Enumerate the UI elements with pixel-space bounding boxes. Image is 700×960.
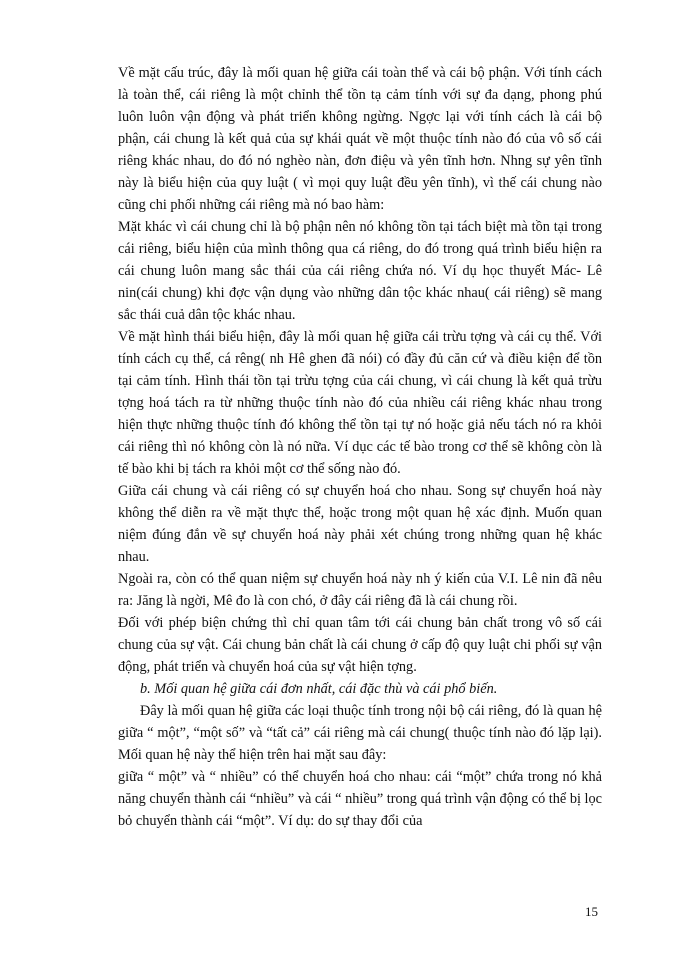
paragraph-general-in-particular: Mặt khác vì cái chung chỉ là bộ phận nên nó không tồn tại tách biệt mà tồn tại trong cái riêng, biểu hiện của mình thông qua cá riêng, do đó trong quá trình biểu hiện ra cái chung luôn mang sắc thái của cái riêng chứa nó. Ví dụ học thuyết Mác- Lê nin(cái chung) khi đợc vận dụng vào những dân tộc khác nhau( cái riêng) sẽ mang sắc thái cuả dân tộc khác nhau. <box>118 219 602 323</box>
page-number: 15 <box>585 904 598 919</box>
paragraph-lenin-example: Ngoài ra, còn có thể quan niệm sự chuyển hoá này nh ý kiến của V.I. Lê nin đã nêu ra: Jăng là ngời, Mê đo là con chó, ở đây cái riêng đã là cái chung rồi. <box>118 571 602 609</box>
section-heading-b: b. Mối quan hệ giữa cái đơn nhất, cái đặc thù và cái phổ biến. <box>140 681 498 697</box>
paragraph-form-of-expression: Về mặt hình thái biểu hiện, đây là mối quan hệ giữa cái trừu tợng và cái cụ thể. Với tính cách cụ thể, cá rêng( nh Hê ghen đã nói) có đầy đủ căn cứ và điều kiện để tồn tại cảm tính. Hình thái tồn tại trừu tợng của cái chung, vì cái chung là kết quả trừu tợng hoá tách ra từ những thuộc tính nào đó của nhiều cái riêng khác nhau trong hiện thực những thuộc tính đó không thể tồn tại tự nó hoặc giả nếu tách nó ra khỏi cái riêng thì nó không còn là nó nữa. Ví dục các tế bào trong cơ thể sẽ không còn là tế bào khi bị tách ra khỏi một cơ thể sống nào đó. <box>118 329 602 477</box>
paragraph-dialectics: Đối với phép biện chứng thì chỉ quan tâm tới cái chung bản chất trong vô số cái chung của sự vật. Cái chung bản chất là cái chung ở cấp độ quy luật chi phối sự vận động, phát triển và chuyển hoá của sự vật hiện tợng. <box>118 615 602 675</box>
paragraph-one-some-all: Đây là mối quan hệ giữa các loại thuộc tính trong nội bộ cái riêng, đó là quan hệ giữa “ một”, “một số” và “tất cả” cái riêng mà cái chung( thuộc tính nào đó lặp lại). Mối quan hệ này thể hiện trên hai mặt sau đây: <box>118 703 602 763</box>
paragraph-structure: Về mặt cấu trúc, đây là mối quan hệ giữa cái toàn thể và cái bộ phận. Với tính cách là toàn thể, cái riêng là một chỉnh thể tồn tạ cảm tính với sự đa dạng, phong phú luôn luôn vận động và phát triển không ngừng. Ngợc lại với tính cách là cái bộ phận, cái chung là kết quả của sự khái quát về một thuộc tính nào đó của vô số cái riêng khác nhau, do đó nó nghèo nàn, đơn điệu và yên tĩnh hơn. Nhng sự yên tĩnh này là biểu hiện của quy luật ( vì mọi quy luật đều yên tĩnh), vì thế cái chung nào cũng chi phối những cái riêng mà nó bao hàm: <box>118 65 602 213</box>
body-text <box>118 62 602 832</box>
paragraph-transformation: Giữa cái chung và cái riêng có sự chuyển hoá cho nhau. Song sự chuyển hoá này không thể diễn ra về mặt thực thể, hoặc trong một quan hệ xác định. Muốn quan niệm đúng đắn về sự chuyển hoá này phải xét chúng trong những quan hệ khác nhau. <box>118 483 602 565</box>
paragraph-one-many: giữa “ một” và “ nhiều” có thể chuyển hoá cho nhau: cái “một” chứa trong nó khả năng chuyển thành cái “nhiều” và cái “ nhiều” trong quá trình vận động có thể bị lọc bỏ chuyển thành cái “một”. Ví dụ: do sự thay đổi của <box>118 769 602 829</box>
